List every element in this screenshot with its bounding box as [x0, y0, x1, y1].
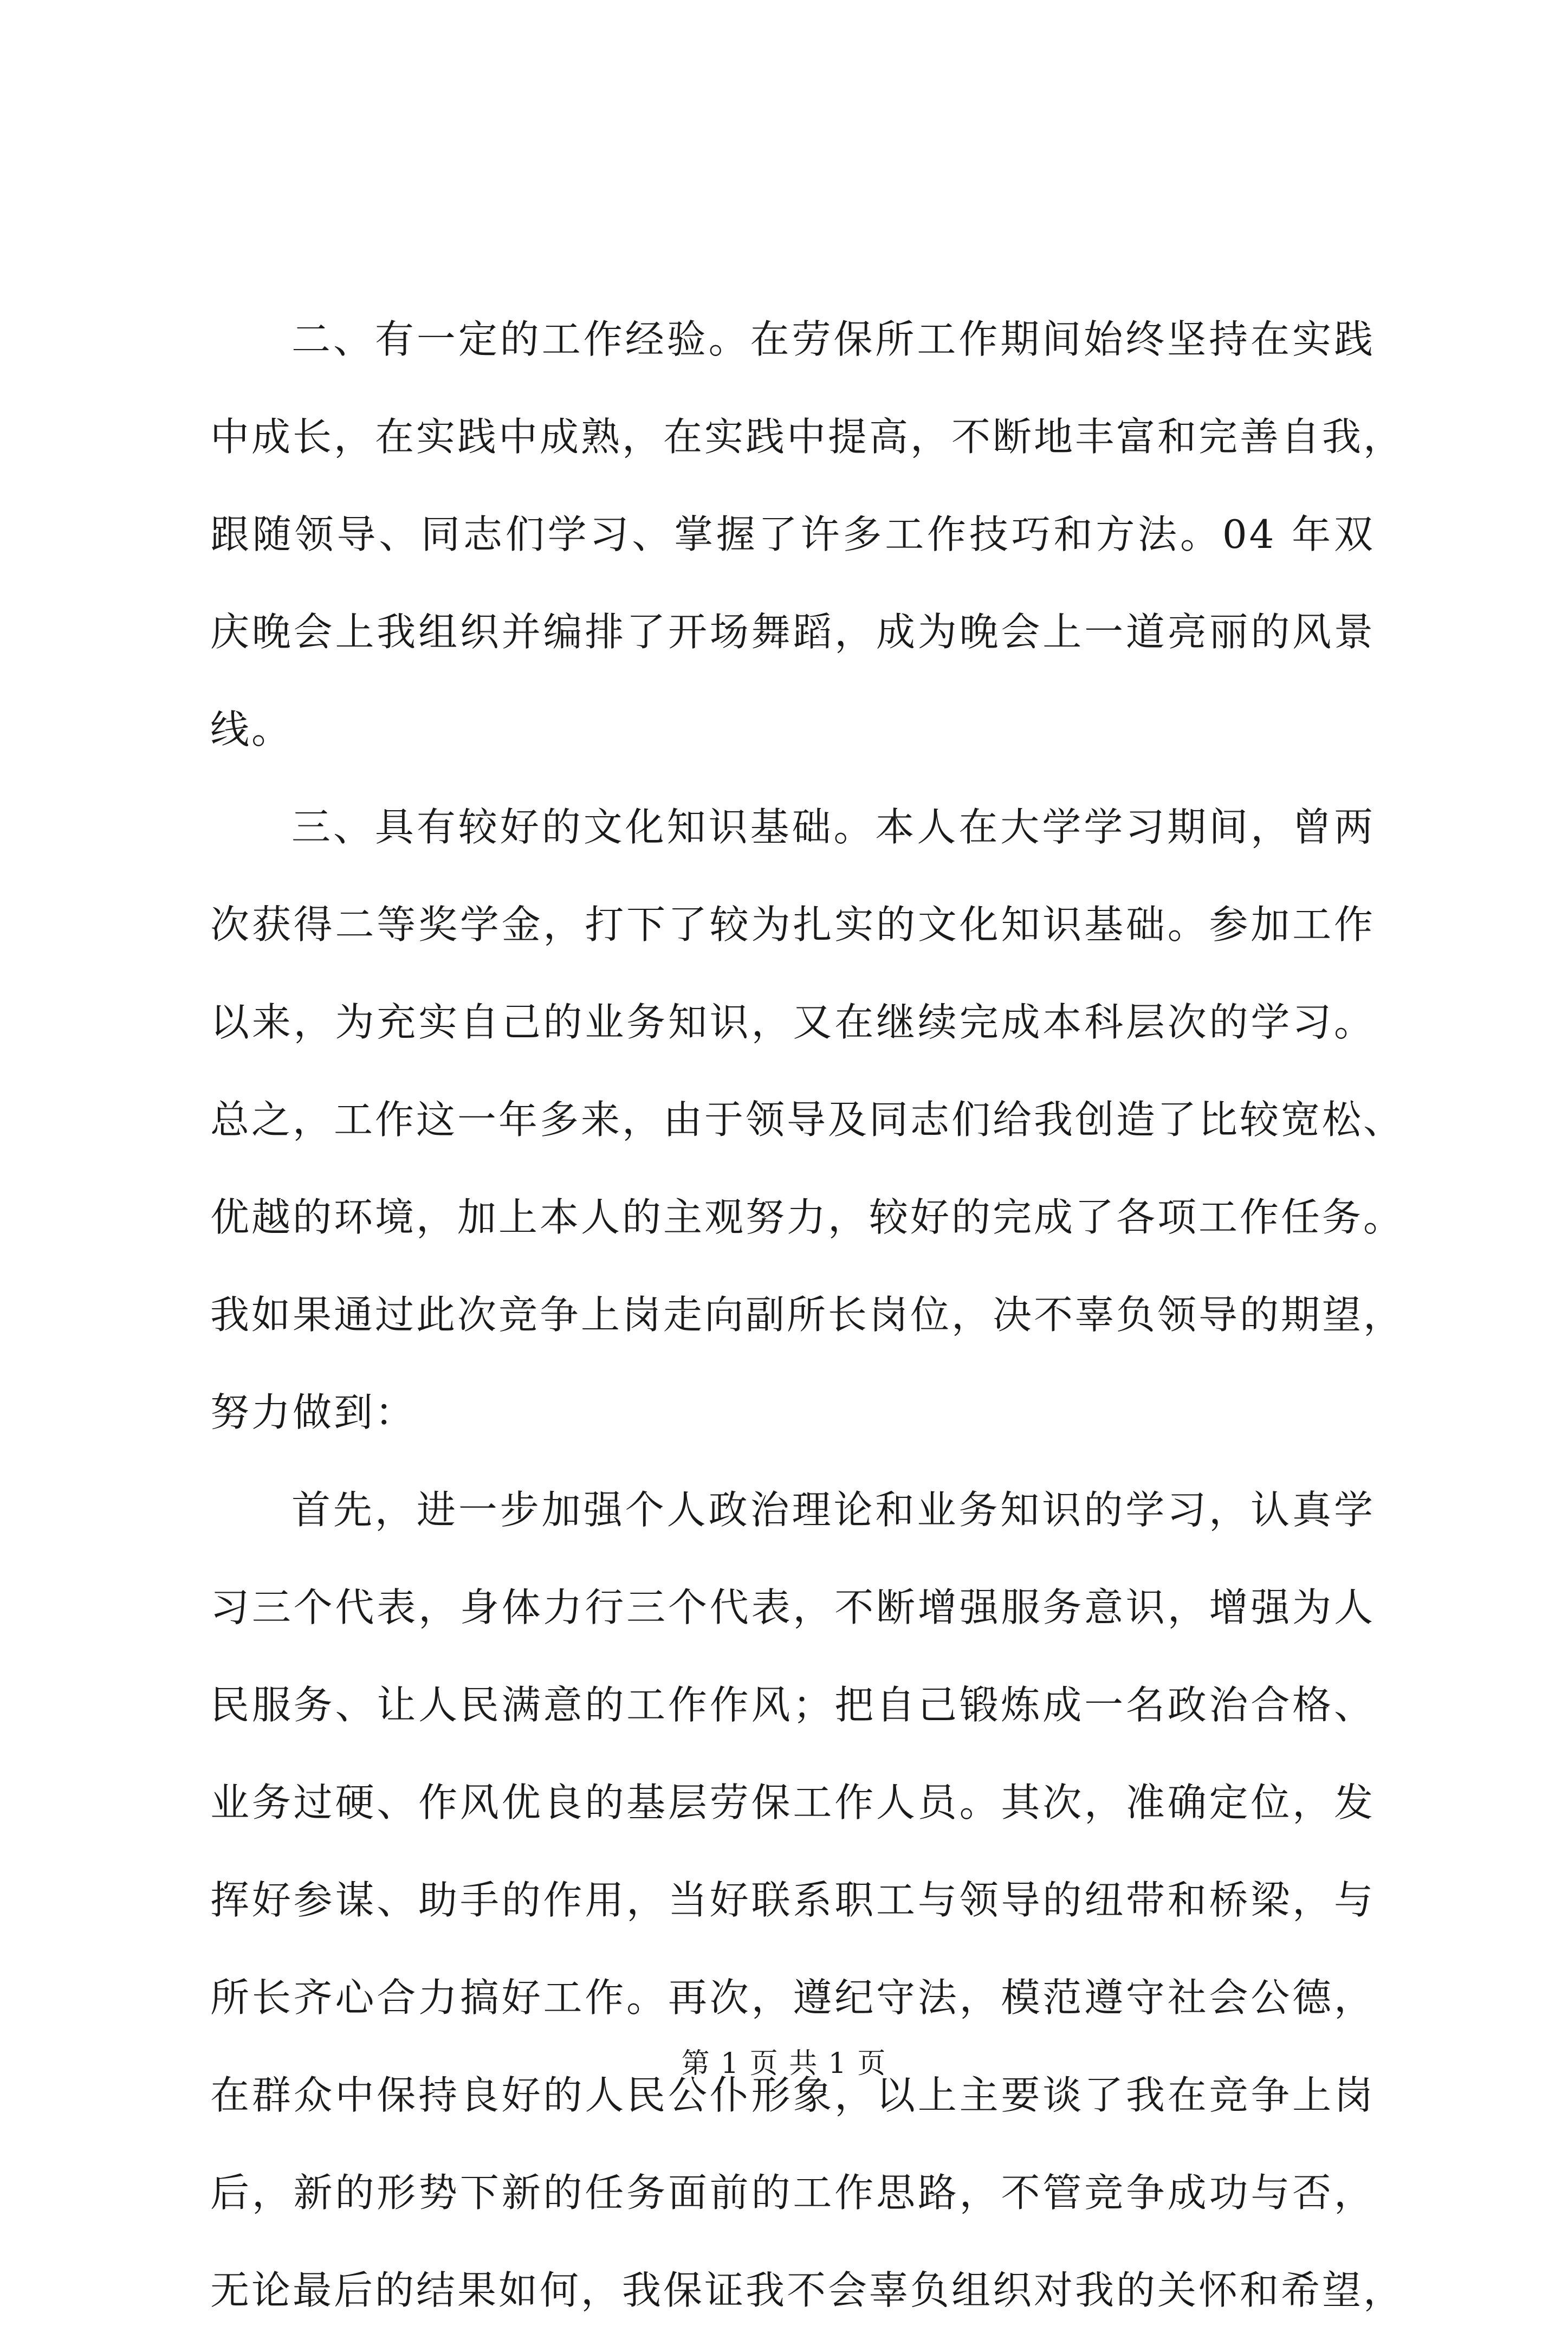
text-line: 我如果通过此次竞争上岗走向副所长岗位，决不辜负领导的期望，: [210, 1292, 1405, 1338]
text-line: 在群众中保持良好的人民公仆形象，以上主要谈了我在竞争上岗: [210, 2072, 1375, 2118]
text-line: 次获得二等奖学金，打下了较为扎实的文化知识基础。参加工作: [210, 902, 1375, 947]
text-line: 习三个代表，身体力行三个代表，不断增强服务意识，增强为人: [210, 1585, 1375, 1630]
text-line: 挥好参谋、助手的作用，当好联系职工与领导的纽带和桥梁，与: [210, 1877, 1375, 1923]
text-line: 线。: [210, 707, 293, 752]
text-line: 总之，工作这一年多来，由于领导及同志们给我创造了比较宽松、: [210, 1097, 1405, 1142]
text-line: 业务过硬、作风优良的基层劳保工作人员。其次，准确定位，发: [210, 1780, 1375, 1825]
text-line: 跟随领导、同志们学习、掌握了许多工作技巧和方法。04 年双: [210, 512, 1375, 557]
text-line: 中成长，在实践中成熟，在实践中提高，不断地丰富和完善自我，: [210, 414, 1405, 460]
text-line: 庆晚会上我组织并编排了开场舞蹈，成为晚会上一道亮丽的风景: [210, 609, 1375, 655]
text-line: 努力做到：: [210, 1390, 417, 1435]
text-line: 无论最后的结果如何，我保证我不会辜负组织对我的关怀和希望，: [210, 2267, 1405, 2313]
text-line: 民服务、让人民满意的工作作风；把自己锻炼成一名政治合格、: [210, 1682, 1375, 1728]
page-number-label: 第 1 页 共 1 页: [681, 2047, 887, 2080]
text-line: 所长齐心合力搞好工作。再次，遵纪守法，模范遵守社会公德，: [210, 1975, 1375, 2020]
text-line: 优越的环境，加上本人的主观努力，较好的完成了各项工作任务。: [210, 1194, 1405, 1240]
page-footer: [0, 2042, 1568, 2085]
text-line: 首先，进一步加强个人政治理论和业务知识的学习，认真学: [291, 1487, 1375, 1533]
text-line: 二、有一定的工作经验。在劳保所工作期间始终坚持在实践: [291, 316, 1375, 362]
document-body: [210, 290, 1405, 2339]
text-line: 三、具有较好的文化知识基础。本人在大学学习期间，曾两: [291, 804, 1375, 850]
text-line: 后，新的形势下新的任务面前的工作思路，不管竞争成功与否，: [210, 2170, 1375, 2215]
text-line: 以来，为充实自己的业务知识，又在继续完成本科层次的学习。: [210, 999, 1375, 1045]
